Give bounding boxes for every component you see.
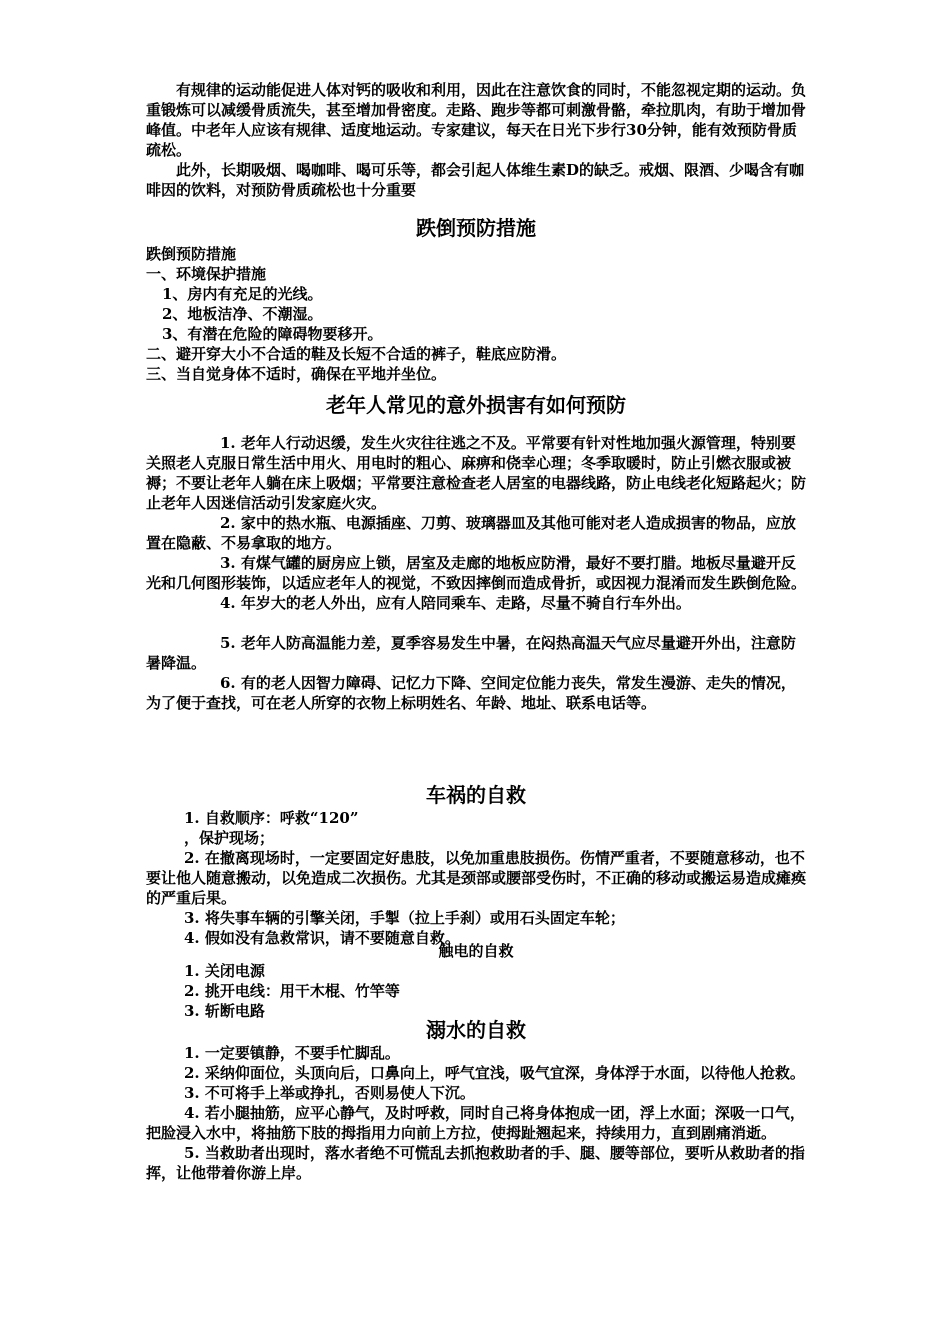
fall-prevention-heading: 跌倒预防措施: [416, 216, 536, 240]
electric-item: 3. 斩断电路: [184, 1002, 265, 1020]
fall-item: 三、当自觉身体不适时，确保在平地并坐位。: [146, 365, 447, 383]
accident-prevention-section: [146, 433, 806, 713]
drown-item: 4. 若小腿抽筋，应平心静气，及时呼救，同时自己将身体抱成一团，浮上水面；深吸一口气，把脸浸入水中，将抽筋下肢的拇指用力向前上方拉，使拇趾翘起来，持续用力，直到剧痛消逝。: [146, 1104, 805, 1142]
accident-prevention-heading: 老年人常见的意外损害有如何预防: [326, 393, 626, 417]
car-item: 2. 在撤离现场时，一定要固定好患肢，以免加重患肢损伤。伤情严重者，不要随意移动，也不要让他人随意搬动，以免造成二次损伤。尤其是颈部或腰部受伤时，不正确的移动或搬运易造成瘫痪的严重后果。: [146, 849, 807, 907]
fall-item: 二、避开穿大小不合适的鞋及长短不合适的裤子，鞋底应防滑。: [146, 345, 567, 363]
accident-item: 6. 有的老人因智力障碍、记忆力下降、空间定位能力丧失，常发生漫游、走失的情况，为了便于查找，可在老人所穿的衣物上标明姓名、年龄、地址、联系电话等。: [146, 674, 796, 712]
fall-item: 3、有潜在危险的障碍物要移开。: [162, 325, 383, 343]
accident-item: 2. 家中的热水瓶、电源插座、刀剪、玻璃器皿及其他可能对老人造成损害的物品，应放置在隐蔽、不易拿取的地方。: [146, 514, 796, 552]
intro-paragraph-2: 此外，长期吸烟、喝咖啡、喝可乐等，都会引起人体维生素D的缺乏。戒烟、限酒、少喝含有咖啡因的饮料，对预防骨质疏松也十分重要: [146, 161, 805, 199]
electric-item: 1. 关闭电源: [184, 962, 265, 980]
drowning-heading: 溺水的自救: [426, 1018, 526, 1042]
accident-item: 1. 老年人行动迟缓，发生火灾往往逃之不及。平常要有针对性地加强火源管理，特别要关照老人克服日常生活中用火、用电时的粗心、麻痹和侥幸心理；冬季取暖时，防止引燃衣服或被褥；不要让老年人躺在床上吸烟；平常要注意检查老人居室的电器线路，防止电线老化短路起火；防止老年人因迷信活动引发家庭火灾。: [146, 434, 807, 512]
electric-shock-heading: 触电的自救: [438, 942, 514, 960]
car-item: 4. 假如没有急救常识，请不要随意自救。: [184, 929, 460, 947]
fall-item: 2、地板洁净、不潮湿。: [162, 305, 323, 323]
accident-item: 4. 年岁大的老人外出，应有人陪同乘车、走路，尽量不骑自行车外出。: [220, 594, 691, 612]
accident-item: 3. 有煤气罐的厨房应上锁，居室及走廊的地板应防滑，最好不要打腊。地板尽量避开反光和几何图形装饰，以适应老年人的视觉，不致因摔倒而造成骨折，或因视力混淆而发生跌倒危险。: [146, 554, 807, 592]
drown-item: 5. 当救助者出现时，落水者绝不可慌乱去抓抱救助者的手、腿、腰等部位，要听从救助者的指挥，让他带着你游上岸。: [146, 1144, 805, 1182]
drowning-section: [146, 1043, 806, 1183]
drown-item: 3. 不可将手上举或挣扎，否则易使人下沉。: [184, 1084, 475, 1102]
car-accident-heading: 车祸的自救: [426, 783, 526, 807]
fall-subtitle: 跌倒预防措施: [146, 245, 237, 263]
fall-prevention-section: [146, 244, 806, 384]
car-item: ，保护现场；: [184, 829, 275, 847]
fall-item: 1、房内有充足的光线。: [162, 285, 323, 303]
car-item: 1. 自救顺序：呼救“120”: [184, 809, 359, 827]
electric-shock-section: [146, 961, 806, 1021]
drown-item: 1. 一定要镇静，不要手忙脚乱。: [184, 1044, 400, 1062]
electric-item: 2. 挑开电线：用干木棍、竹竿等: [184, 982, 400, 1000]
drown-item: 2. 采纳仰面位，头顶向后，口鼻向上，呼气宜浅，吸气宜深，身体浮于水面，以待他人抢救。: [184, 1064, 805, 1082]
car-accident-section: [146, 808, 806, 948]
accident-item: 5. 老年人防高温能力差，夏季容易发生中暑，在闷热高温天气应尽量避开外出，注意防暑降温。: [146, 634, 796, 672]
car-item: 3. 将失事车辆的引擎关闭，手掣（拉上手刹）或用石头固定车轮；: [184, 909, 625, 927]
fall-item: 一、环境保护措施: [146, 265, 267, 283]
intro-paragraph-1: 有规律的运动能促进人体对钙的吸收和利用，因此在注意饮食的同时，不能忽视定期的运动。负重锻炼可以减缓骨质流失，甚至增加骨密度。走路、跑步等都可刺激骨骼，牵拉肌肉，有助于增加骨峰值。中老年人应该有规律、适度地运动。专家建议，每天在日光下步行30分钟，能有效预防骨质疏松。: [146, 81, 807, 159]
intro-section: [146, 80, 806, 200]
